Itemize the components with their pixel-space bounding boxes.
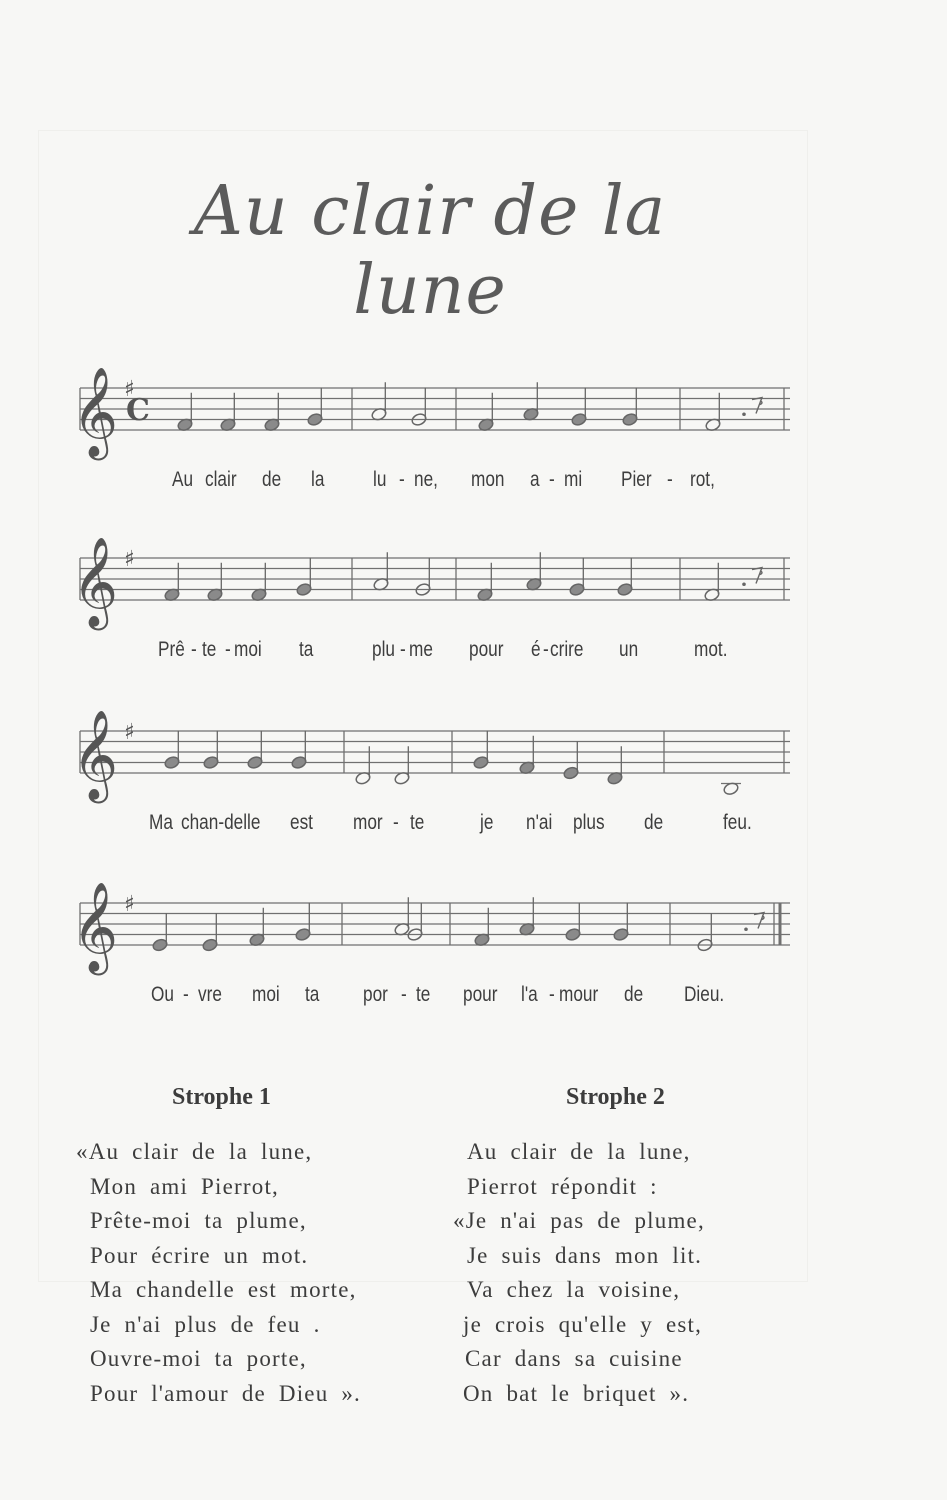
staff-system-3: [68, 703, 798, 843]
verse-line: Prête-moi ta plume,: [90, 1208, 307, 1233]
lyric-syllable: rot,: [690, 468, 715, 491]
lyric-syllable: te: [410, 811, 425, 834]
lyric-syllable: chan-delle: [181, 811, 261, 834]
verse-line: je crois qu'elle y est,: [463, 1311, 703, 1337]
note: [617, 558, 634, 597]
verse-line: Pierrot répondit :: [467, 1173, 658, 1199]
staff-lines: [80, 903, 790, 945]
note: [247, 731, 264, 770]
note: [569, 558, 586, 597]
sharp-key-signature-icon: ♯: [124, 547, 135, 572]
verse-line: Au clair de la lune,: [467, 1139, 691, 1164]
note: [296, 558, 313, 597]
sharp-key-signature-icon: ♯: [124, 377, 135, 402]
lyric-syllable: lu: [373, 468, 387, 491]
lyric-syllable: mour: [559, 983, 599, 1006]
lyric-syllable: -: [191, 638, 197, 661]
lyric-syllable: Ma: [149, 811, 173, 834]
lyric-syllable: Au: [172, 468, 194, 491]
strophe-1-heading: Strophe 1: [172, 1084, 271, 1110]
lyric-syllable: moi: [234, 638, 262, 661]
note: [295, 903, 312, 942]
strophe-1-verse: [76, 1135, 361, 1411]
lyric-syllable: ta: [299, 638, 314, 661]
sharp-key-signature-icon: ♯: [124, 720, 135, 745]
strophe-2-heading: Strophe 2: [566, 1084, 665, 1110]
song-title: [140, 172, 720, 330]
verse-line: «Au clair de la lune,: [76, 1139, 313, 1164]
lyric-syllable: l'a: [521, 983, 538, 1006]
treble-clef-icon: 𝄞: [72, 367, 119, 457]
note: [415, 558, 432, 597]
lyric-syllable: plu: [372, 638, 395, 661]
lyric-syllable: é: [531, 638, 541, 661]
staff-system-4: [68, 875, 798, 1015]
note: [622, 388, 639, 427]
lyric-syllable: feu.: [723, 811, 752, 834]
music-staff: [68, 703, 798, 843]
verse-line: Je n'ai plus de feu .: [90, 1311, 321, 1337]
lyric-syllable: -: [225, 638, 231, 661]
staff-system-2: [68, 530, 798, 670]
verse-line: Car dans sa cuisine: [465, 1346, 683, 1371]
rest-icon: [742, 398, 762, 417]
lyric-syllable: pour: [469, 638, 504, 661]
verse-line: Je suis dans mon lit.: [467, 1242, 703, 1268]
verse-line: «Je n'ai pas de plume,: [453, 1208, 705, 1233]
lyric-syllable: mot.: [694, 638, 728, 661]
lyric-syllable: mor: [353, 811, 383, 834]
verse-line: On bat le briquet ».: [463, 1380, 690, 1406]
note: [721, 781, 741, 796]
note: [613, 903, 630, 942]
rest-icon: [742, 568, 762, 587]
lyric-syllable: -: [183, 983, 189, 1006]
lyric-syllable: -: [549, 468, 555, 491]
verse-line: Va chez la voisine,: [467, 1277, 681, 1302]
note: [571, 388, 588, 427]
lyric-syllable: ta: [305, 983, 320, 1006]
lyric-syllable: pour: [463, 983, 498, 1006]
lyric-syllable: -: [667, 468, 673, 491]
staff-lines: [80, 558, 790, 600]
lyric-syllable: la: [311, 468, 325, 491]
treble-clef-icon: 𝄞: [72, 710, 119, 800]
lyric-syllable: por: [363, 983, 388, 1006]
sharp-key-signature-icon: ♯: [124, 892, 135, 917]
lyric-syllable: -: [400, 638, 406, 661]
lyric-syllable: vre: [198, 983, 222, 1006]
lyric-syllable: crire: [550, 638, 584, 661]
note: [291, 731, 308, 770]
strophe-2-verse: [453, 1135, 705, 1411]
lyric-syllable: -: [401, 983, 407, 1006]
note: [697, 913, 714, 952]
lyric-syllable: un: [619, 638, 639, 661]
note: [407, 903, 424, 942]
lyric-syllable: Ou: [151, 983, 174, 1006]
lyric-syllable: te: [416, 983, 431, 1006]
lyric-syllable: mi: [564, 468, 583, 491]
lyric-syllable: n'ai: [526, 811, 553, 834]
note: [164, 731, 181, 770]
lyric-syllable: te: [202, 638, 217, 661]
note: [473, 731, 490, 770]
lyric-syllable: ne,: [414, 468, 438, 491]
lyric-syllable: est: [290, 811, 313, 834]
treble-clef-icon: 𝄞: [72, 537, 119, 627]
verse-line: Pour écrire un mot.: [90, 1242, 309, 1268]
rest-icon: [744, 913, 764, 932]
lyric-syllable: clair: [205, 468, 237, 491]
lyric-syllable: -: [549, 983, 555, 1006]
note: [563, 741, 580, 780]
lyric-syllable: de: [624, 983, 644, 1006]
lyric-syllable: je: [480, 811, 494, 834]
note: [411, 388, 428, 427]
note: [152, 913, 169, 952]
staff-lines: [80, 731, 790, 773]
note: [203, 731, 220, 770]
lyric-syllable: mon: [471, 468, 505, 491]
lyric-syllable: moi: [252, 983, 280, 1006]
verse-line: Pour l'amour de Dieu ».: [90, 1380, 362, 1406]
lyric-syllable: a: [530, 468, 540, 491]
song-title-text: Au clair de la lune: [193, 172, 667, 330]
note: [565, 903, 582, 942]
lyric-syllable: plus: [573, 811, 605, 834]
lyric-syllable: -: [393, 811, 399, 834]
staff-system-1: [68, 360, 798, 500]
note: [202, 913, 219, 952]
lyric-syllable: -: [543, 638, 549, 661]
lyric-syllable: Prê: [158, 638, 185, 661]
lyric-syllable: -: [399, 468, 405, 491]
common-time-icon: C: [126, 393, 150, 428]
lyric-syllable: de: [262, 468, 282, 491]
lyric-syllable: de: [644, 811, 664, 834]
verse-line: Ma chandelle est morte,: [90, 1277, 357, 1302]
treble-clef-icon: 𝄞: [72, 882, 119, 972]
lyric-syllable: Dieu.: [684, 983, 725, 1006]
verse-line: Ouvre-moi ta porte,: [90, 1346, 307, 1371]
lyric-syllable: Pier: [621, 468, 652, 491]
note: [307, 388, 324, 427]
lyric-syllable: me: [409, 638, 433, 661]
verse-line: Mon ami Pierrot,: [90, 1173, 279, 1199]
